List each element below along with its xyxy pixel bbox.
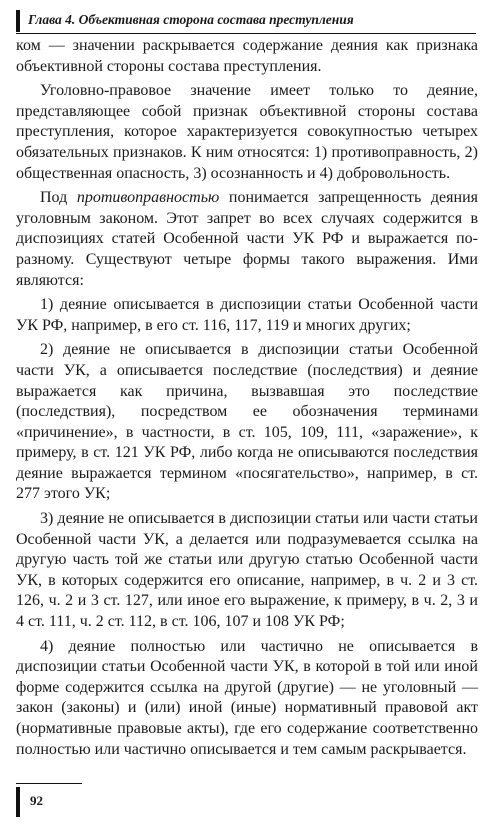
page-number: 92 bbox=[30, 793, 43, 808]
paragraph-rest: понимается запрещенность деяния уголовным законом. Этот запрет во всех случаях содержится в диспозициях статей Особенной части УК РФ и выражается по-разному. Существуют четыре формы такого выражения. Ими являются: bbox=[16, 189, 479, 289]
header-marker-bar bbox=[16, 10, 20, 32]
list-item-4: 4) деяние полностью или частично не описывается в диспозиции статьи Особенной части УК, в которой в той или иной форме содержится ссылка на другой (другие) — не уголовный — закон (законы) и (или) иной (иные) нормативный правовой акт (нормативные правовые акты), где его содержание соответственно полностью или частично описывается и тем самым раскрывается. bbox=[16, 637, 478, 758]
emphasized-term: противоправностью bbox=[76, 189, 220, 207]
paragraph-significance: Уголовно-правовое значение имеет только то деяние, представляющее собой признак объективной стороны состава преступления, которое характеризуется совокупностью четырех обязательных признаков. К ним относятся: 1) противоправность, 2) общественная опасность, 3) осознанность и 4) добровольность. bbox=[16, 82, 478, 182]
list-item-2: 2) деяние не описывается в диспозиции статьи Особенной части УК, а описывается последствие (последствия) и деяние выражается как причина, вызвавшая это последствие (последствия), посредством ее обозначения терминами «причинение», в частности, в ст. 105, 109, 111, «заражение», к примеру, в ст. 121 УК РФ, либо когда не описываются последствия деяние выражается термином «посягательство», например, в ст. 277 этого УК; bbox=[16, 341, 478, 503]
paragraph-continuation: ком — значении раскрывается содержание деяния как признака объективной стороны состава преступления. bbox=[16, 37, 478, 75]
list-item-1: 1) деяние описывается в диспозиции статьи Особенной части УК РФ, например, в его ст. 116, 117, 119 и многих других; bbox=[16, 296, 478, 334]
running-header bbox=[16, 8, 474, 34]
header-rule bbox=[16, 33, 476, 34]
page-body bbox=[16, 36, 478, 760]
paragraph-unlawfulness bbox=[16, 188, 478, 291]
footer-rule bbox=[16, 783, 82, 784]
page-footer bbox=[16, 782, 136, 822]
chapter-title: Глава 4. Объективная сторона состава преступления bbox=[28, 12, 354, 27]
list-item-3: 3) деяние не описывается в диспозиции статьи или части статьи Особенной части УК, а делается или подразумевается ссылка на другую часть той же статьи или другую статью Особенной части УК, в которых содержится его описание, например, в ч. 2 и 3 ст. 126, ч. 2 и 3 ст. 127, или иное его выражение, к примеру, в ч. 2, 3 и 4 ст. 111, ч. 2 ст. 112, в ст. 106, 107 и 108 УК РФ; bbox=[16, 510, 478, 631]
footer-marker-bar bbox=[16, 787, 20, 817]
paragraph-lead: Под bbox=[40, 189, 77, 207]
